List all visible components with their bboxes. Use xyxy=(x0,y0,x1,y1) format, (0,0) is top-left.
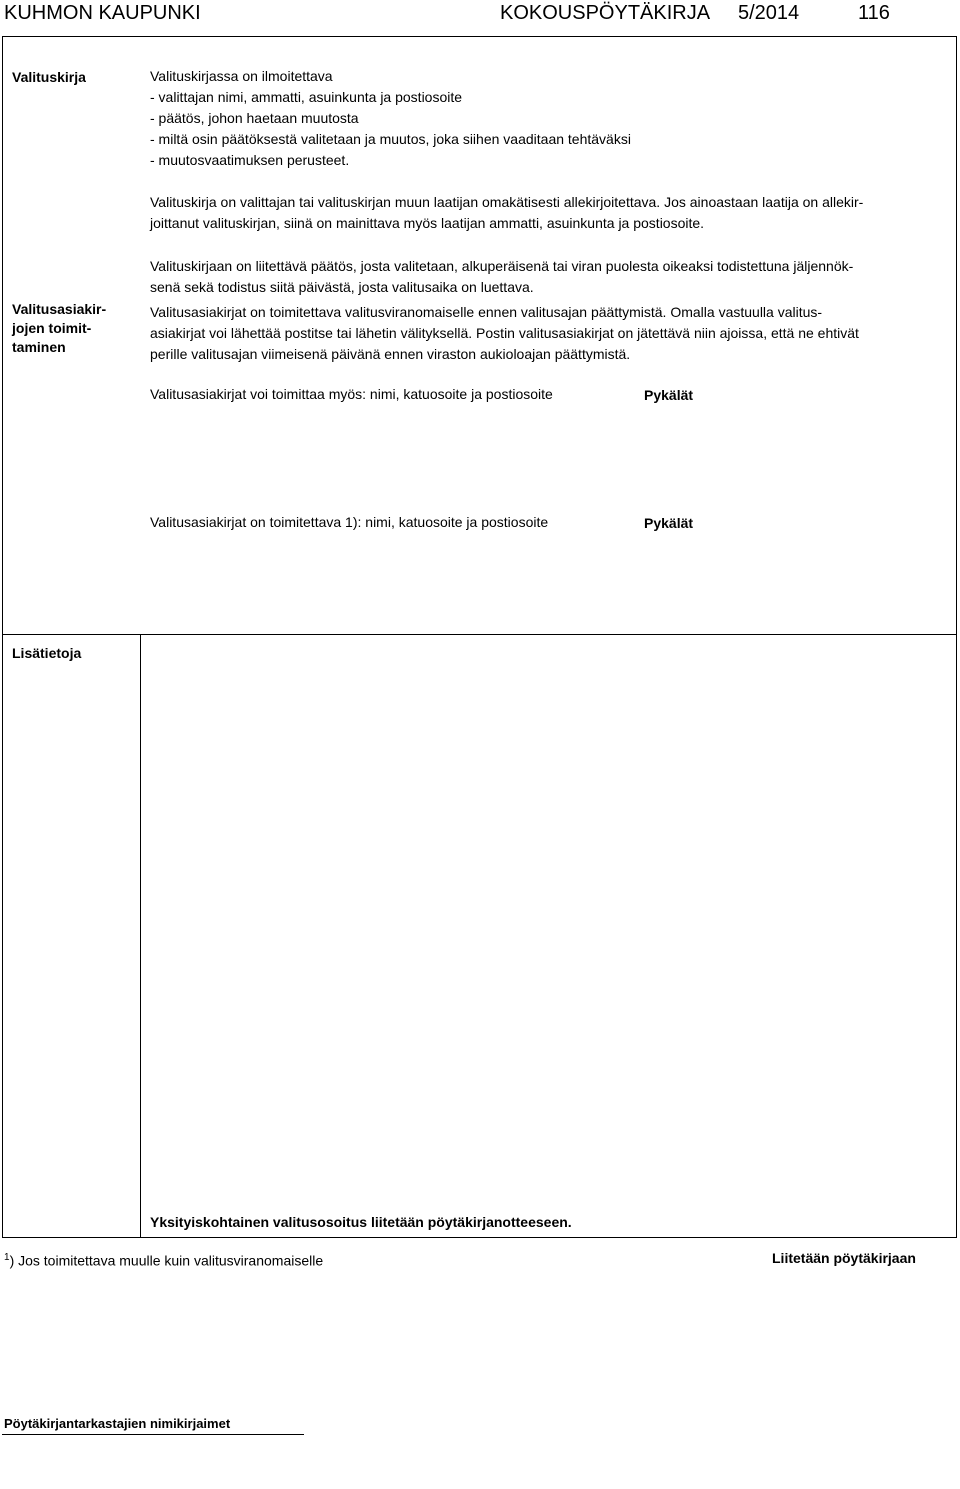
valituskirja-label: Valituskirja xyxy=(12,69,86,85)
main-delivery-text: Valitusasiakirjat on toimitettava 1): nimi, katuosoite ja postiosoite xyxy=(150,514,549,530)
lisatietoja-label: Lisätietoja xyxy=(12,645,82,661)
also-delivery-text: Valitusasiakirjat voi toimittaa myös: nimi, katuosoite ja postiosoite xyxy=(150,386,553,402)
toimittaminen-label xyxy=(12,300,106,357)
toimittaminen-line: asiakirjat voi lähettää postitse tai lähetin välityksellä. Postin valitusasiakirjat on jätettävä niin ajoissa, että ne ehtivät xyxy=(150,325,859,341)
valituskirja-line: - miltä osin päätöksestä valitetaan ja muutos, joka siihen vaaditaan tehtäväksi xyxy=(150,131,631,147)
lisatietoja-note: Yksityiskohtainen valitusosoitus liitetään pöytäkirjanotteeseen. xyxy=(150,1214,572,1230)
page-header xyxy=(0,0,960,30)
toimittaminen-line: perille valitusajan viimeisenä päivänä ennen viraston aukioloajan päättymistä. xyxy=(150,346,631,362)
attachment-line: Valituskirjaan on liitettävä päätös, josta valitetaan, alkuperäisenä tai viran puolesta oikeaksi todistettuna jäljennök- xyxy=(150,258,854,274)
valituskirja-line: - valittajan nimi, ammatti, asuinkunta ja postiosoite xyxy=(150,89,463,105)
footnote-text: ) Jos toimitettava muulle kuin valitusviranomaiselle xyxy=(9,1252,324,1269)
toimittaminen-label-line: Valitusasiakir- xyxy=(12,301,107,317)
toimittaminen-label-line: taminen xyxy=(12,339,66,355)
valituskirja-line: - muutosvaatimuksen perusteet. xyxy=(150,152,350,168)
footnote-marker: 1 xyxy=(4,1252,10,1263)
toimittaminen-paragraph xyxy=(150,302,859,365)
valituskirja-signature-paragraph xyxy=(150,192,863,234)
header-page-number: 116 xyxy=(858,2,890,24)
valituskirja-line: - päätös, johon haetaan muutosta xyxy=(150,110,359,126)
valituskirja-contents-list xyxy=(150,66,631,171)
header-document-type: KOKOUSPÖYTÄKIRJA xyxy=(500,2,711,24)
section-divider xyxy=(2,634,957,635)
toimittaminen-label-line: jojen toimit- xyxy=(12,320,92,336)
signatures-line xyxy=(2,1434,304,1435)
footnote xyxy=(4,1244,323,1275)
valituskirja-line: Valituskirjassa on ilmoitettava xyxy=(150,68,333,84)
signatures-label: Pöytäkirjantarkastajien nimikirjaimet xyxy=(4,1416,231,1431)
also-delivery-pykalat: Pykälät xyxy=(644,387,694,403)
column-divider xyxy=(140,635,141,1238)
signature-line: Valituskirja on valittajan tai valituskirjan muun laatijan omakätisesti allekirjoitettava. Jos ainoastaan laatija on allekir- xyxy=(150,194,864,210)
valituskirja-attachment-paragraph xyxy=(150,256,853,298)
signature-line: joittanut valituskirjan, siinä on mainittava myös laatijan ammatti, asuinkunta ja postiosoite. xyxy=(150,215,705,231)
header-document-number: 5/2014 xyxy=(738,2,800,24)
footnote-attachment-note: Liitetään pöytäkirjaan xyxy=(772,1250,916,1266)
toimittaminen-line: Valitusasiakirjat on toimitettava valitusviranomaiselle ennen valitusajan päättymistä. Omalla vastuulla valitus- xyxy=(150,304,823,320)
header-organization: KUHMON KAUPUNKI xyxy=(4,2,201,24)
attachment-line: senä sekä todistus siitä päivästä, josta valitusaika on luettava. xyxy=(150,279,534,295)
main-delivery-pykalat: Pykälät xyxy=(644,515,694,531)
